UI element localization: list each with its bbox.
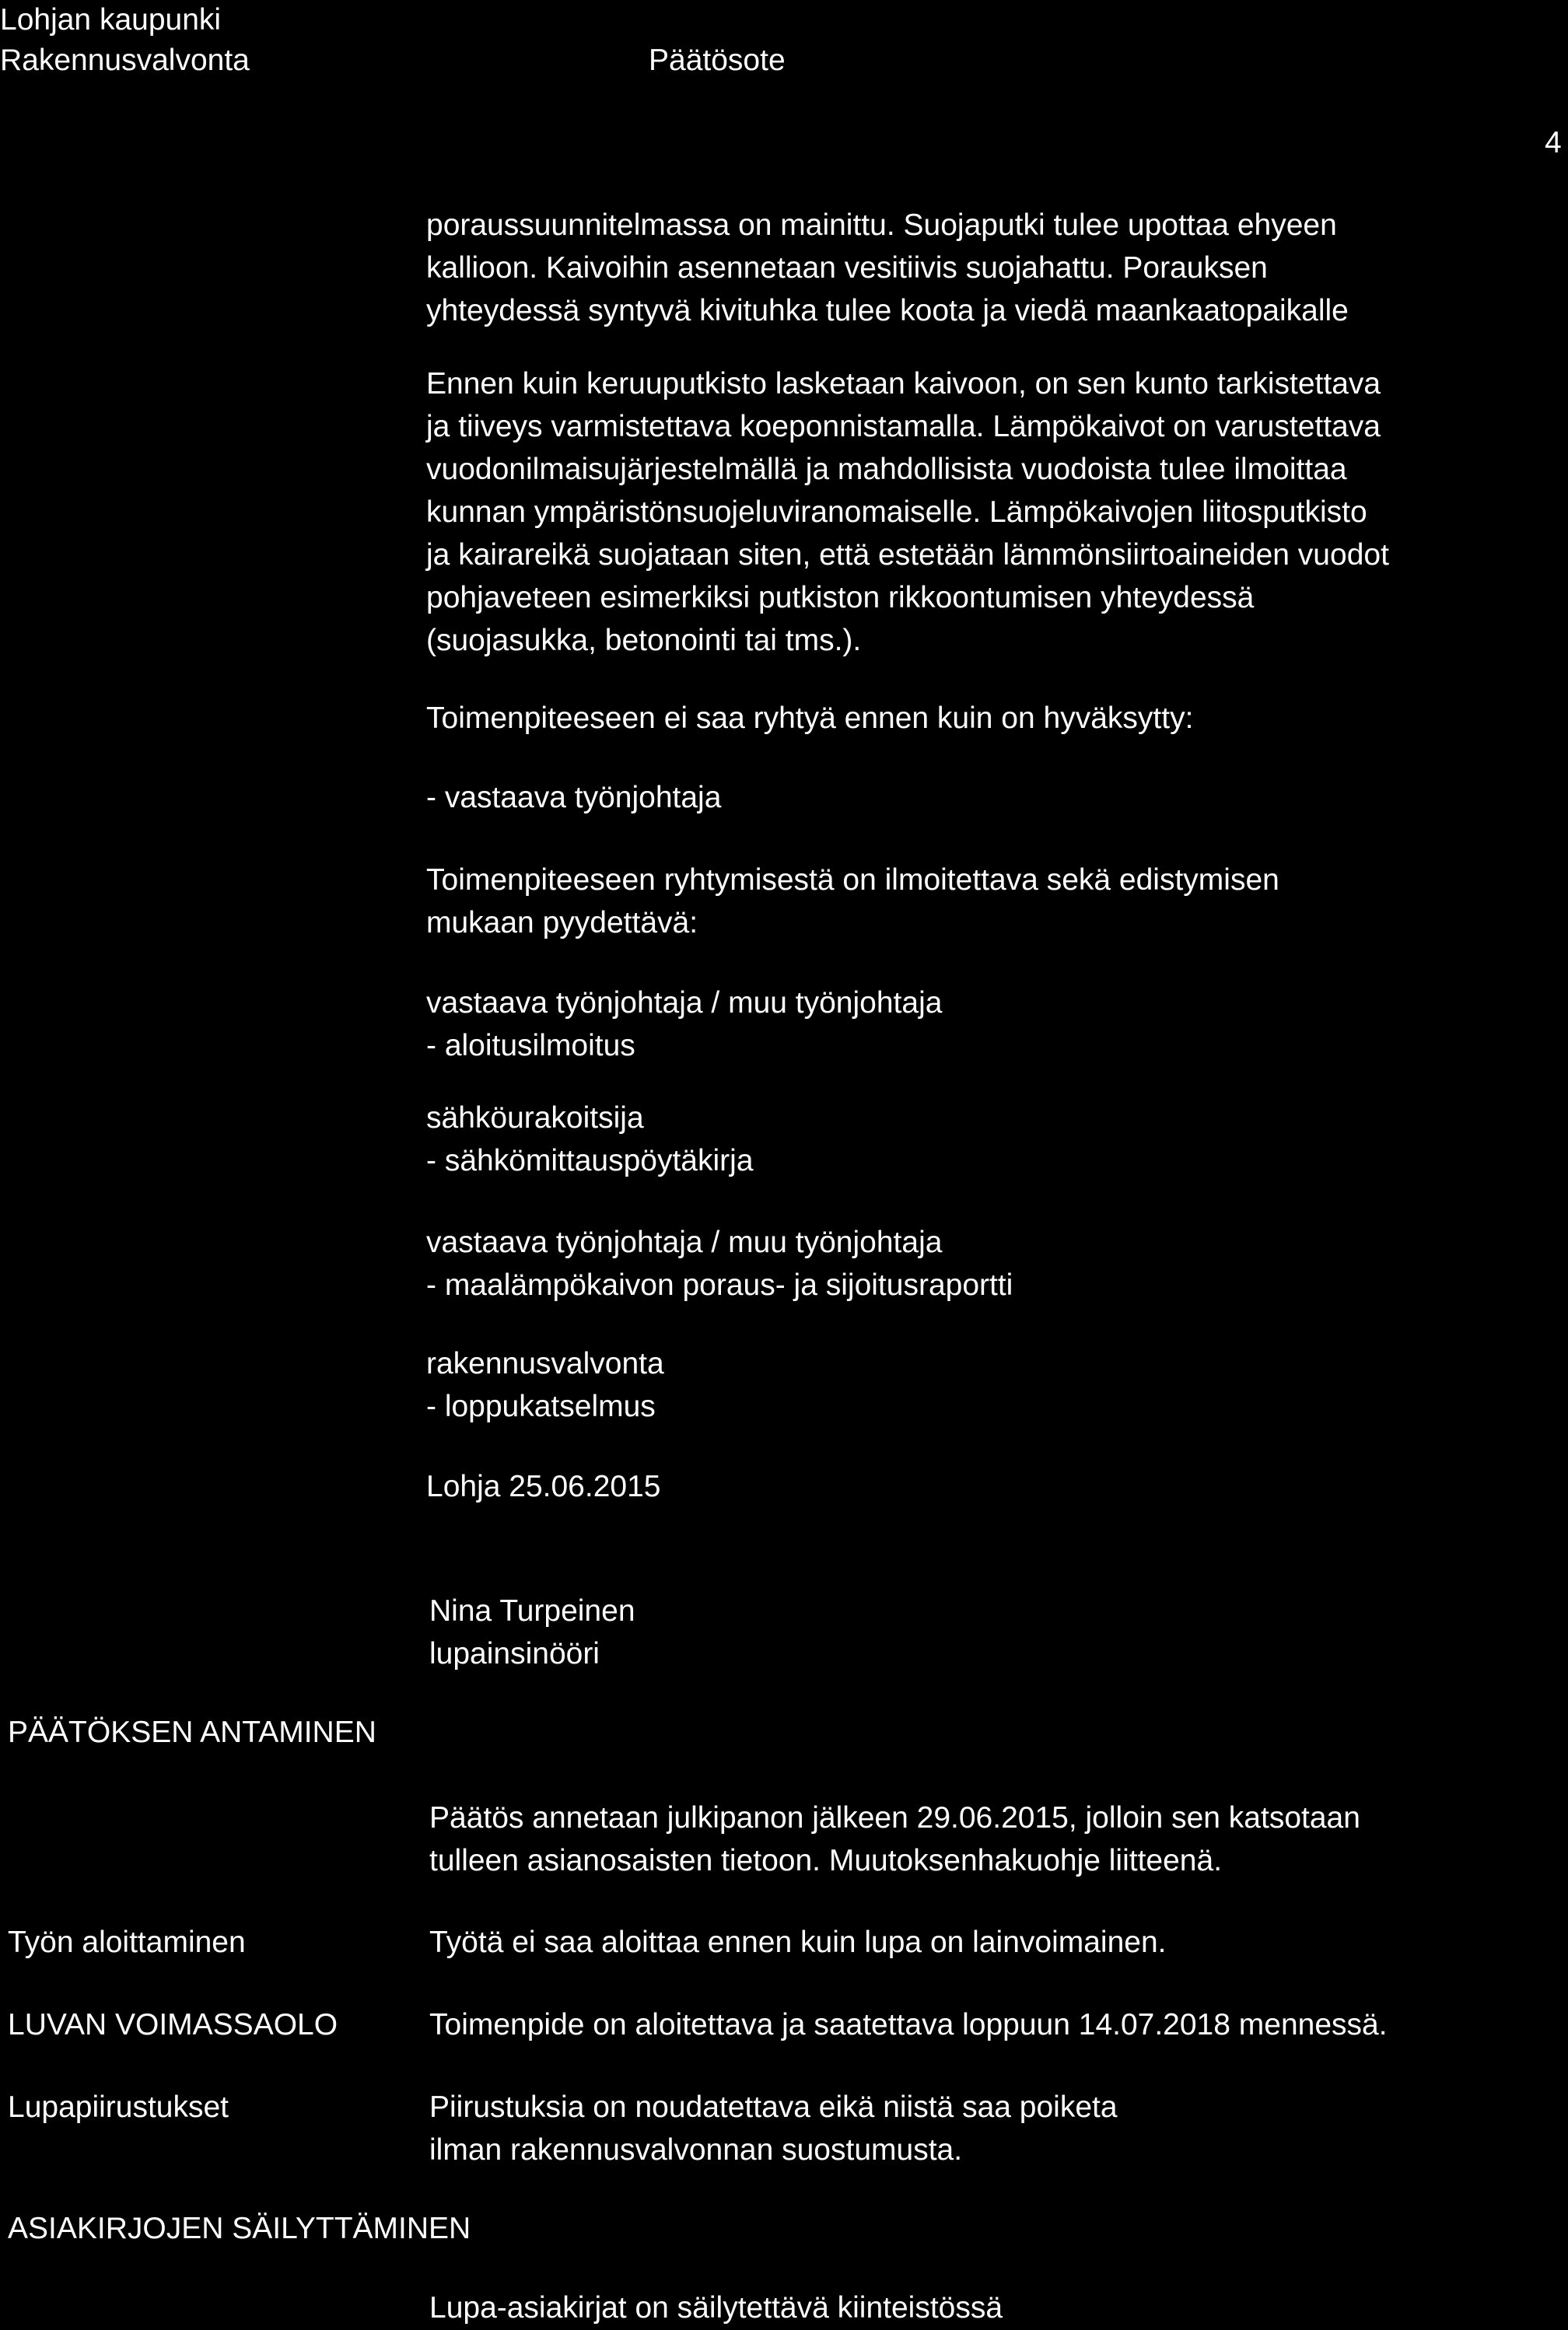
section-text-storage: Lupa-asiakirjat on säilytettävä kiinteistössä	[429, 2291, 1003, 2325]
section-text-validity: Toimenpide on aloitettava ja saatettava loppuun 14.07.2018 mennessä.	[429, 2008, 1388, 2041]
text-line: - sähkömittauspöytäkirja	[426, 1144, 754, 1177]
paragraph-notification	[426, 859, 1279, 944]
text-line: Päätös annetaan julkipanon jälkeen 29.06.2015, jolloin sen katsotaan	[429, 1801, 1360, 1835]
text-line: ilman rakennusvalvonnan suostumusta.	[429, 2133, 963, 2167]
section-label-decision: PÄÄTÖKSEN ANTAMINEN	[8, 1716, 376, 1749]
text-line: kunnan ympäristönsuojeluviranomaiselle. Lämpökaivojen liitosputkisto	[426, 495, 1367, 529]
header-org: Lohjan kaupunki	[0, 3, 222, 37]
text-line: vastaava työnjohtaja / muu työnjohtaja	[426, 986, 943, 1020]
paragraph-approval-required	[426, 697, 1193, 740]
text-line: sähköurakoitsija	[426, 1101, 644, 1135]
paragraph-responsible-foreman	[426, 776, 721, 819]
text-line: - loppukatselmus	[426, 1390, 656, 1423]
date-place: Lohja 25.06.2015	[426, 1470, 661, 1503]
text-line: Toimenpiteeseen ryhtymisestä on ilmoitettava sekä edistymisen	[426, 863, 1279, 897]
text-line: tulleen asianosaisten tietoon. Muutoksenhakuohje liitteenä.	[429, 1844, 1223, 1877]
text-line: yhteydessä syntyvä kivituhka tulee koota ja viedä maankaatopaikalle	[426, 294, 1349, 327]
text-line: ja tiiveys varmistettava koeponnistamalla. Lämpökaivot on varustettava	[426, 410, 1381, 443]
text-line: - maalämpökaivon poraus- ja sijoitusraportti	[426, 1268, 1013, 1302]
page-number: 4	[1545, 126, 1562, 159]
header-doc-type: Päätösote	[649, 44, 786, 77]
notify-item-electric	[426, 1097, 754, 1182]
section-label-work-start: Työn aloittaminen	[8, 1926, 246, 1959]
text-line: Piirustuksia on noudatettava eikä niistä saa poiketa	[429, 2090, 1118, 2124]
notify-item-final-inspection	[426, 1342, 664, 1428]
text-line: - aloitusilmoitus	[426, 1029, 635, 1062]
signer-title: lupainsinööri	[429, 1637, 600, 1671]
text-line: mukaan pyydettävä:	[426, 906, 698, 939]
section-label-validity: LUVAN VOIMASSAOLO	[8, 2008, 338, 2041]
text-line: (suojasukka, betonointi tai tms.).	[426, 624, 862, 657]
paragraph-drilling	[426, 204, 1349, 332]
text-line: vuodonilmaisujärjestelmällä ja mahdollisista vuodoista tulee ilmoittaa	[426, 453, 1347, 486]
text-line: ja kairareikä suojataan siten, että estetään lämmönsiirtoaineiden vuodot	[426, 538, 1389, 572]
section-label-storage: ASIAKIRJOJEN SÄILYTTÄMINEN	[8, 2212, 471, 2245]
header-dept: Rakennusvalvonta	[0, 44, 250, 77]
notify-item-start	[426, 981, 942, 1067]
section-text-work-start: Työtä ei saa aloittaa ennen kuin lupa on lainvoimainen.	[429, 1926, 1167, 1959]
text-line: Toimenpiteeseen ei saa ryhtyä ennen kuin on hyväksytty:	[426, 701, 1194, 735]
section-text-decision	[429, 1796, 1360, 1882]
section-label-drawings: Lupapiirustukset	[8, 2090, 229, 2124]
notify-item-drilling-report	[426, 1221, 1013, 1307]
text-line: rakennusvalvonta	[426, 1347, 664, 1380]
text-line: - vastaava työnjohtaja	[426, 781, 722, 814]
text-line: poraussuunnitelmassa on mainittu. Suojaputki tulee upottaa ehyeen	[426, 208, 1337, 242]
text-line: kallioon. Kaivoihin asennetaan vesitiivis suojahattu. Porauksen	[426, 251, 1268, 285]
text-line: Ennen kuin keruuputkisto lasketaan kaivoon, on sen kunto tarkistettava	[426, 367, 1381, 401]
text-line: pohjaveteen esimerkiksi putkiston rikkoontumisen yhteydessä	[426, 581, 1255, 614]
paragraph-pipework	[426, 362, 1389, 662]
section-text-drawings	[429, 2086, 1118, 2171]
signer-name: Nina Turpeinen	[429, 1594, 635, 1628]
signature-block	[429, 1590, 635, 1675]
text-line: vastaava työnjohtaja / muu työnjohtaja	[426, 1226, 943, 1259]
